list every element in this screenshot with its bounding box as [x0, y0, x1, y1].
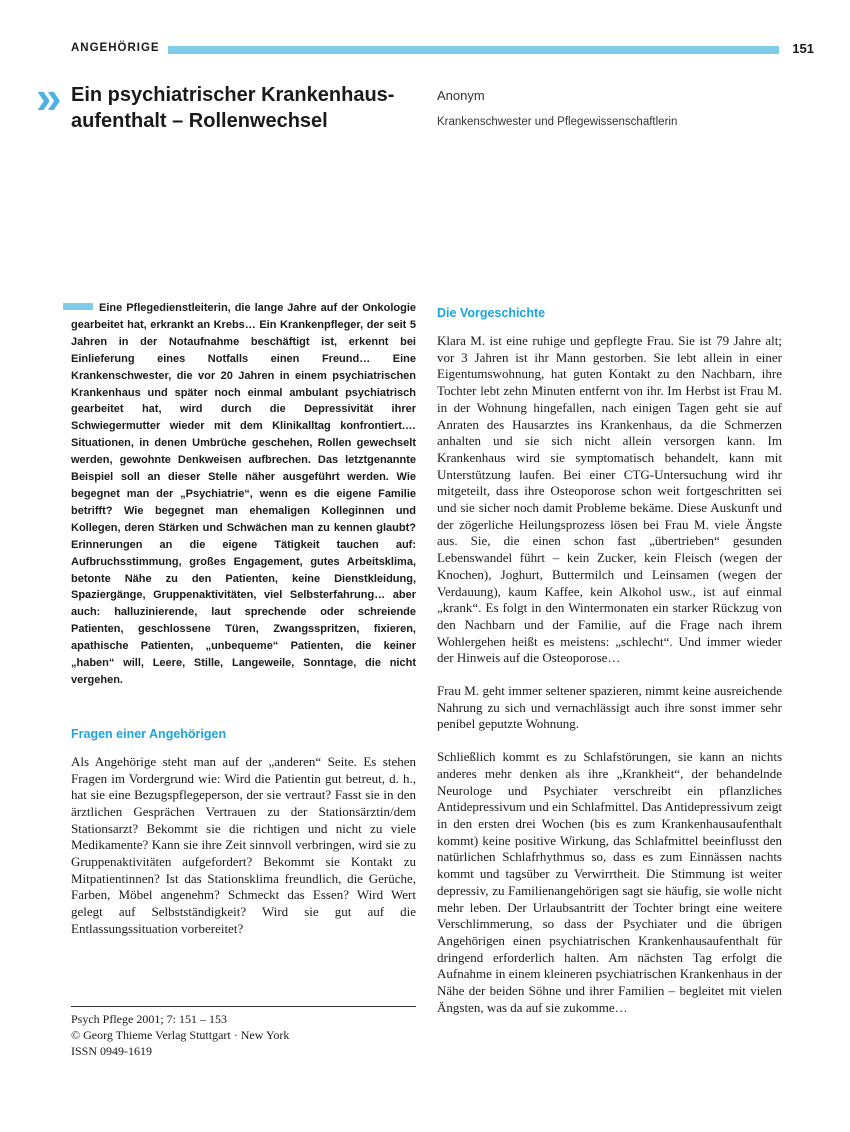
journal-citation: Psych Pflege 2001; 7: 151 – 153 [71, 1012, 227, 1026]
citation-footer [71, 1006, 416, 1059]
page-number: 151 [792, 41, 814, 56]
abstract-text: Eine Pflegedienstleiterin, die lange Jahre auf der Onkologie gearbeitet hat, erkrankt an Krebs… Ein Krankenpfleger, der seit 5 Jahren in der Notaufnahme beschäftigt ist, erkennt bei Einlieferung eines Notfalls einen Freund… Eine Krankenschwester, die vor 20 Jahren in einem psychiatrischen Krankenhaus und später noch einmal ambulant psychiatrisch gearbeitet hat, wird durch die Depressivität ihrer Schwiegermutter wieder mit dem Klinikalltag konfrontiert.… Situationen, in denen Umbrüche geschehen, Rollen gewechselt werden, gewohnte Denkweisen aufbrechen. Das letztgenannte Beispiel soll an dieser Stelle näher ausgeführt werden. Wie begegnet man der „Psychiatrie“, wenn es die eigene Familie betrifft? Wie begegnet man ehemaligen Kolleginnen und Kollegen, deren Stärken und Schwächen man zu kennen glaubt? Erinnerungen an die eigene Tätigkeit tauchen auf: Aufbruchsstimmung, großes Engagement, gutes Arbeitsklima, betonte Nähe zu den Patienten, keine Dienstkleidung, Spaziergänge, Gruppenaktivitäten, viel Selbsterfahrung… aber auch: halluzinierende, laut sprechende oder schreiende Patienten, geschlossene Türen, Zwangsspritzen, fixieren, apathische Patienten, „unbequeme“ Patienten, die keiner „haben“ will, Leere, Stille, Langeweile, Sonntage, die nicht vergehen. [71, 302, 416, 686]
issn: ISSN 0949-1619 [71, 1044, 153, 1058]
right-column [437, 306, 782, 1016]
body-paragraph: Schließlich kommt es zu Schlafstörungen, sie kann an nichts anderes mehr denken als ihre „Krankheit“, der behandelnde Neurologe und Psychiater verschreibt ein pflanzliches Antidepressivum und ein Schlafmittel. Das Antidepressivum zeigt in den ersten drei Wochen (bis es zum Krankenhausaufenthalt kommt) keine positive Wirkung, das Schlafmittel beeinflusst den natürlichen Schlafrhythmus so, dass es zum Einnässen nachts kommt und tagsüber zu Verwirrtheit. Die Stimmung ist weiter depressiv, zu Familienangehörigen sagt sie häufig, sie wolle nicht mehr leben. Der Urlaubsantritt der Tochter bringt eine weitere Verschlimmerung, so dass der Psychiater und die übrigen Angehörigen einen psychiatrischen Krankenhausaufenthalt für dringend erforderlich halten. Am nächsten Tag erfolgt die Aufnahme in einem kleineren psychiatrischen Krankenhaus in der Nähe der beiden Söhne und ihrer Familien – begleitet mit vielen Ängsten, was da auf sie zukomme… [437, 749, 782, 1015]
abstract-marker [63, 303, 93, 310]
left-column [71, 300, 416, 938]
section-heading: Fragen einer Angehörigen [71, 726, 227, 741]
publisher-line: © Georg Thieme Verlag Stuttgart · New York [71, 1028, 290, 1042]
running-header-section: ANGEHÖRIGE [71, 42, 160, 54]
body-paragraph: Klara M. ist eine ruhige und gepflegte Frau. Sie ist 79 Jahre alt; vor 3 Jahren ist ihr Mann gestorben. Sie lebt allein in einer Eigentumswohnung, hat guten Kontakt zu den Nachbarn, ihre Tochter lebt zehn Minuten entfernt von ihr. Im Herbst ist Frau M. in der Wohnung hingefallen, nach einigen Tagen geht sie auf Anraten des Hausarztes ins Krankenhaus, da die Schmerzen anhalten und sie sich nicht allein versorgen kann. Im Krankenhaus wird sie symptomatisch behandelt, kann mit Unterstützung laufen. Bei einer CTG-Untersuchung wird ihr mitgeteilt, dass ihre Osteoporose schon weit fortgeschritten sei und sie sicher noch damit Probleme bekäme. Diese Auskunft und der zögerliche Heilungsprozess lösen bei Frau M. viele Ängste aus. Sie, die einen schon fast „übertrieben“ gesunden Lebenswandel führt – kein Zucker, kein Fleisch (wegen der Knochen), Joghurt, Buttermilch und Leinsamen (wegen der Verdauung), kaum Kaffee, kein Alkohol usw., ist auf einmal „krank“. Es folgt in den Wintermonaten ein starker Rückzug von den Nachbarn und der Familie, auf die Frage nach ihrem Wohlergehen heißt es meistens: „schlecht“. Und immer wieder der Hinweis auf die Osteoporose… [437, 333, 782, 666]
quote-mark-icon: » [36, 71, 56, 123]
author-role: Krankenschwester und Pflegewissenschaftlerin [437, 116, 678, 128]
abstract [71, 300, 416, 689]
header-rule [168, 46, 779, 54]
body-paragraph: Frau M. geht immer seltener spazieren, nimmt keine ausreichende Nahrung zu sich und vernachlässigt auch ihre sonst immer sehr penibel geputzte Wohnung. [437, 683, 782, 732]
author-name: Anonym [437, 88, 485, 103]
article-title: Ein psychiatrischer Krankenhaus-aufenthalt – Rollenwechsel [71, 84, 395, 132]
section-heading: Die Vorgeschichte [437, 306, 546, 320]
body-paragraph: Als Angehörige steht man auf der „anderen“ Seite. Es stehen Fragen im Vordergrund wie: Wird die Patientin gut betreut, d. h., hat sie eine Bezugspflegeperson, der sie vertraut? Fasst sie in den ärztlichen Gesprächen Vertrauen zu der Stationsärztin/dem Stationsarzt? Bekommt sie die richtigen und nicht zu viele Medikamente? Kann sie ihre Zeit sinnvoll verbringen, wird sie zu Gruppenaktivitäten aufgefordert? Bekommt sie Kontakt zu Mitpatientinnen? Ist das Stationsklima freundlich, die Gerüche, Farben, Möbel angenehm? Schmeckt das Essen? Wird Wert gelegt auf Selbstständigkeit? Wird sie gut auf die Entlassungssituation vorbereitet? [71, 753, 416, 936]
